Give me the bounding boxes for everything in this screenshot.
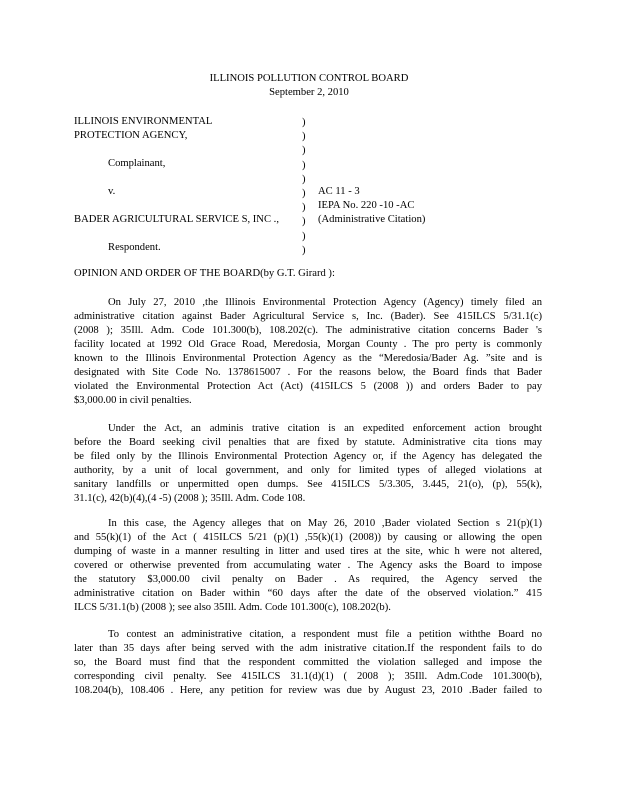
- iepa-number: IEPA No. 220 -10 -AC: [318, 200, 415, 211]
- text-line: Under the Act, an adminis trative citation is an expedited enforcement action brought: [108, 423, 542, 434]
- complainant-label: Complainant,: [108, 158, 166, 169]
- text-line: facility located at 1992 Old Grace Road, Meredosia, Morgan County . The pro perty is commonly: [74, 339, 542, 350]
- text-line: and 55(k)(1) of the Act ( 415ILCS 5/21 (p)(1) ,55(k)(1) (2008)) by causing or allowing the open: [74, 532, 542, 543]
- paren: ): [302, 159, 306, 171]
- paren: ): [302, 216, 306, 228]
- respondent-name: BADER AGRICULTURAL SERVICE S, INC .,: [74, 214, 279, 225]
- text-line: To contest an administrative citation, a respondent must file a petition withthe Board no: [108, 629, 542, 640]
- caption-parentheses: [302, 116, 306, 258]
- paren: ): [302, 230, 306, 242]
- complainant-name-line-1: ILLINOIS ENVIRONMENTAL: [74, 116, 213, 127]
- text-line: In this case, the Agency alleges that on May 26, 2010 ,Bader violated Section s 21(p)(1): [108, 518, 542, 529]
- complainant-name-line-2: PROTECTION AGENCY,: [74, 130, 188, 141]
- text-line: be filed only by the Illinois Environmental Protection Agency or, if the Agency has delegated the: [74, 451, 542, 462]
- paragraph-2: [74, 422, 542, 506]
- text-line: later than 35 days after being served with the adm inistrative citation.If the respondent fails to do: [74, 643, 542, 654]
- paren: ): [302, 131, 306, 143]
- respondent-label: Respondent.: [108, 242, 161, 253]
- paren: ): [302, 173, 306, 185]
- text-line: covered or otherwise prevented from accumulating water . The Agency asks the Board to impose: [74, 560, 542, 571]
- text-line: 31.1(c), 42(b)(4),(4 -5) (2008 ); 35Ill. Adm. Code 108.: [74, 493, 306, 504]
- text-line: 108.204(b), 108.406 . Here, any petition for review was due by August 23, 2010 .Bader failed to: [74, 685, 542, 696]
- text-line: the statutory $3,000.00 civil penalty on Bader . As required, the Agency served the: [74, 574, 542, 585]
- text-line: administrative citation on Bader within “60 days after the date of the observed violation.” 415: [74, 588, 542, 599]
- case-number: AC 11 - 3: [318, 186, 360, 197]
- text-line: On July 27, 2010 ,the Illinois Environmental Protection Agency (Agency) timely filed an: [108, 297, 542, 308]
- paragraph-1: [74, 296, 542, 408]
- paren: ): [302, 244, 306, 256]
- text-line: violated the Environmental Protection Act (Act) (415ILCS 5 (2008 )) and orders Bader to pay: [74, 381, 542, 392]
- text-line: before the Board seeking civil penalties that are fixed by statute. Administrative cita tions may: [74, 437, 542, 448]
- case-type: (Administrative Citation): [318, 214, 426, 225]
- board-heading: ILLINOIS POLLUTION CONTROL BOARD: [209, 73, 409, 84]
- document-date: September 2, 2010: [269, 87, 349, 98]
- paren: ): [302, 117, 306, 128]
- opinion-heading: OPINION AND ORDER OF THE BOARD(by G.T. Girard ):: [74, 268, 335, 279]
- text-line: designated with Site Code No. 1378615007 . For the reasons below, the Board finds that Bader: [74, 367, 542, 378]
- text-line: dumping of waste in a manner resulting in litter and used tires at the site, whic h were not altered,: [74, 546, 542, 557]
- paragraph-4: [74, 628, 542, 698]
- paragraph-3: [74, 517, 542, 615]
- text-line: so, the Board must find that the respondent committed the violation salleged and impose the: [74, 657, 542, 668]
- versus: v.: [108, 186, 116, 197]
- text-line: (2008 ); 35Ill. Adm. Code 101.300(b), 108.202(c). The administrative citation concerns Bader 's: [74, 325, 542, 336]
- text-line: ILCS 5/31.1(b) (2008 ); see also 35Ill. Adm. Code 101.300(c), 108.202(b).: [74, 602, 391, 613]
- text-line: administrative citation against Bader Agricultural Service s, Inc. (Bader). See 415ILCS 5/31.1(c): [74, 311, 542, 322]
- text-line: sanitary landfills or unpermitted open dumps. See 415ILCS 5/3.305, 3.445, 21(o), (p), 55(k),: [74, 479, 542, 490]
- text-line: authority, by a unit of local government, and only for limited types of alleged violations at: [74, 465, 542, 476]
- paren: ): [302, 202, 306, 214]
- text-line: corresponding civil penalty. See 415ILCS 31.1(d)(1) ( 2008 ); 35Ill. Adm.Code 101.300(b),: [74, 671, 542, 682]
- text-line: known to the Illinois Environmental Protection Agency as the “Meredosia/Bader Ag. ”site and is: [74, 353, 542, 364]
- paren: ): [302, 188, 306, 200]
- paren: ): [302, 145, 306, 157]
- text-line: $3,000.00 in civil penalties.: [74, 395, 192, 406]
